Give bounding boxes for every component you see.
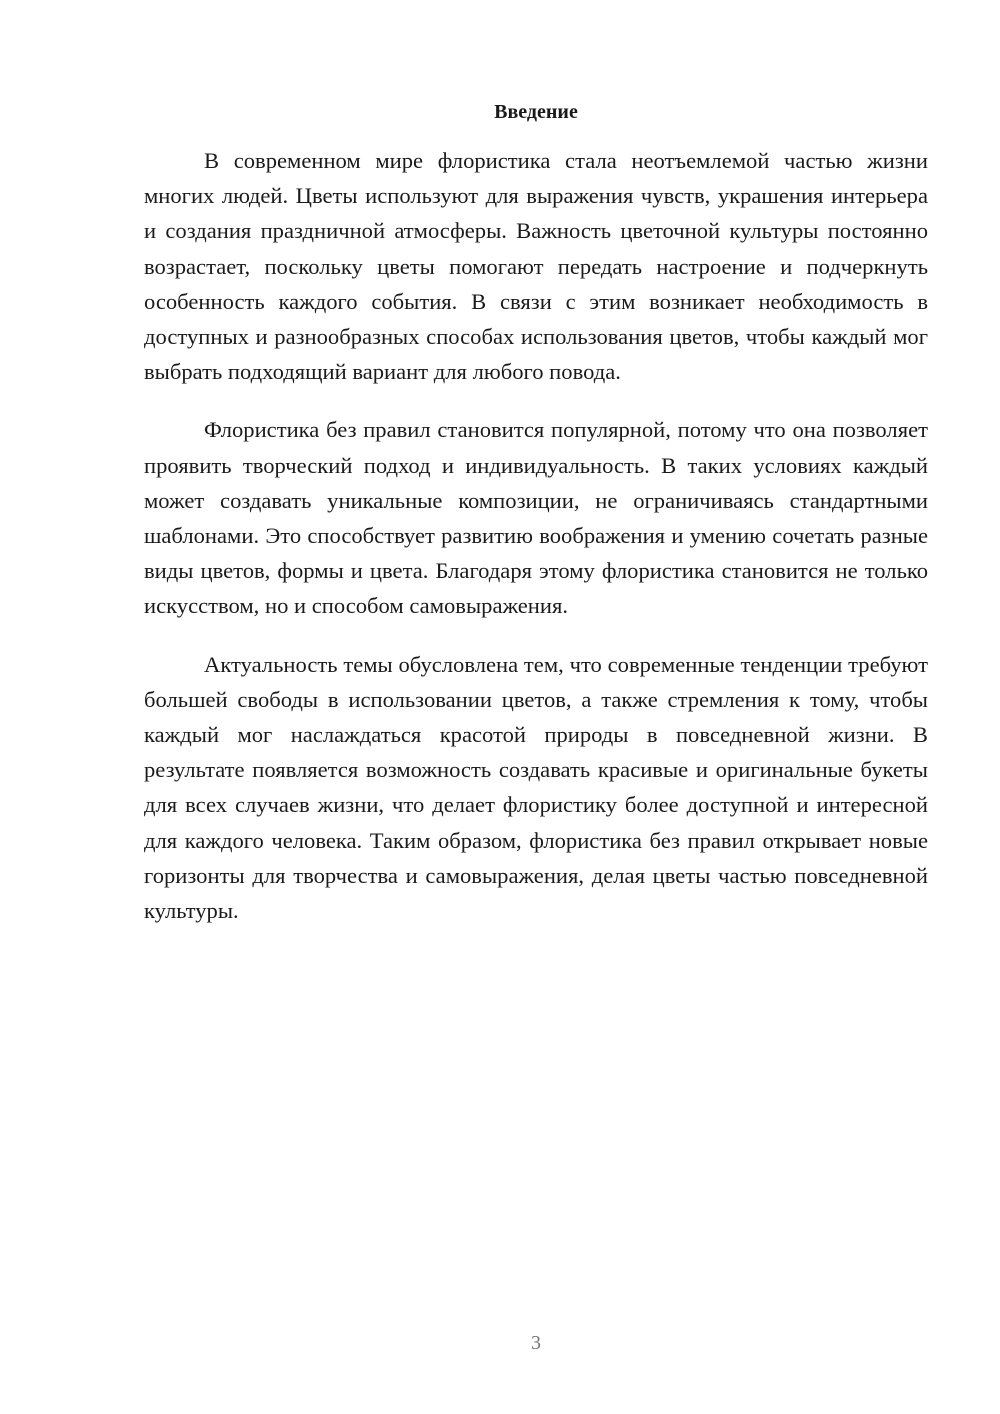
paragraph-3: Актуальность темы обусловлена тем, что современные тенденции требуют большей свободы в использовании цветов, а также стремления к тому, чтобы каждый мог наслаждаться красотой природы в повседневной жизни. В результате появляется возможность создавать красивые и оригинальные букеты для всех случаев жизни, что делает флористику более доступной и интересной для каждого человека. Таким образом, флористика без правил открывает новые горизонты для творчества и самовыражения, делая цветы частью повседневной культуры.	[144, 651, 928, 924]
body-text	[144, 143, 928, 951]
section-title: Введение	[494, 101, 578, 123]
page-number: 3	[531, 1332, 541, 1354]
paragraph-1: В современном мире флористика стала неотъемлемой частью жизни многих людей. Цветы используют для выражения чувств, украшения интерьера и создания праздничной атмосферы. Важность цветочной культуры постоянно возрастает, поскольку цветы помогают передать настроение и подчеркнуть особенность каждого события. В связи с этим возникает необходимость в доступных и разнообразных способах использования цветов, чтобы каждый мог выбрать подходящий вариант для любого повода.	[144, 148, 928, 385]
paragraph-2: Флористика без правил становится популярной, потому что она позволяет проявить творческий подход и индивидуальность. В таких условиях каждый может создавать уникальные композиции, не ограничиваясь стандартными шаблонами. Это способствует развитию воображения и умению сочетать разные виды цветов, формы и цвета. Благодаря этому флористика становится не только искусством, но и способом самовыражения.	[144, 417, 928, 619]
